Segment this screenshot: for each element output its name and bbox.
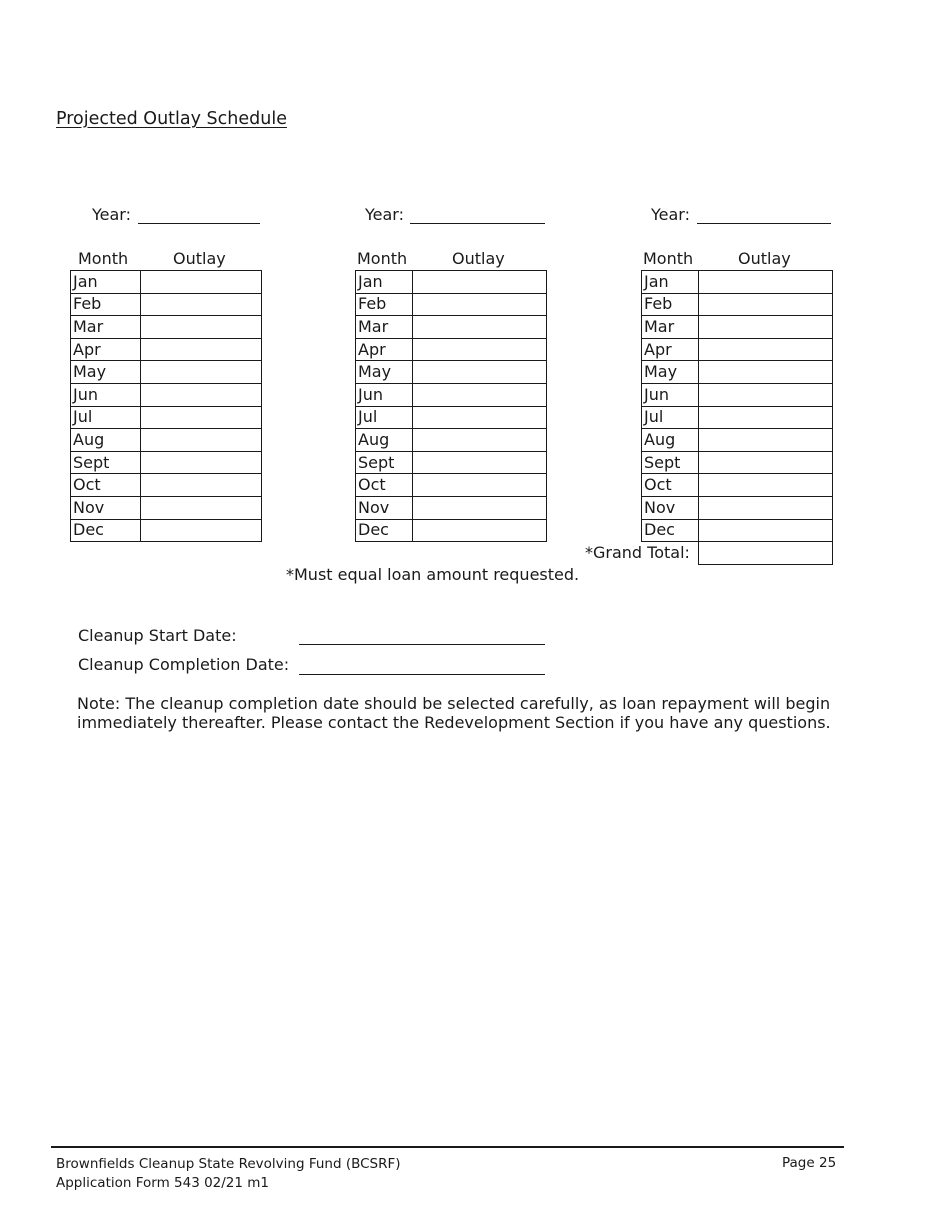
table-row [642, 338, 833, 361]
outlay-input[interactable] [141, 361, 262, 384]
month-cell: May [642, 361, 699, 384]
outlay-input[interactable] [699, 451, 833, 474]
table-row [642, 383, 833, 406]
outlay-input[interactable] [699, 316, 833, 339]
cleanup-start-input[interactable] [299, 644, 545, 645]
outlay-input[interactable] [413, 519, 547, 542]
year-input-3[interactable] [697, 223, 831, 224]
outlay-table-1 [70, 270, 262, 542]
outlay-input[interactable] [413, 406, 547, 429]
month-cell: Mar [356, 316, 413, 339]
outlay-header-3: Outlay [738, 249, 791, 268]
table-row [356, 293, 547, 316]
cleanup-start-label: Cleanup Start Date: [78, 626, 237, 645]
month-cell: Aug [642, 429, 699, 452]
table-row [642, 406, 833, 429]
month-cell: Sept [356, 451, 413, 474]
month-header-1: Month [78, 249, 129, 268]
table-row [356, 338, 547, 361]
outlay-table-2 [355, 270, 547, 542]
month-cell: Jan [356, 271, 413, 294]
month-cell: Feb [642, 293, 699, 316]
table-row [356, 361, 547, 384]
table-row [71, 338, 262, 361]
outlay-input[interactable] [699, 271, 833, 294]
month-cell: Nov [71, 496, 141, 519]
month-cell: Mar [71, 316, 141, 339]
table-row [642, 316, 833, 339]
month-cell: Nov [642, 496, 699, 519]
outlay-input[interactable] [699, 293, 833, 316]
month-cell: Jul [71, 406, 141, 429]
month-cell: Nov [356, 496, 413, 519]
outlay-input[interactable] [699, 474, 833, 497]
outlay-input[interactable] [413, 361, 547, 384]
table-row [356, 519, 547, 542]
table-row [71, 519, 262, 542]
outlay-input[interactable] [141, 474, 262, 497]
outlay-input[interactable] [413, 496, 547, 519]
month-cell: Oct [356, 474, 413, 497]
year-input-1[interactable] [138, 223, 260, 224]
outlay-input[interactable] [699, 361, 833, 384]
outlay-input[interactable] [413, 338, 547, 361]
month-header-3: Month [643, 249, 694, 268]
month-header-2: Month [357, 249, 408, 268]
year-input-2[interactable] [410, 223, 545, 224]
table-row [71, 496, 262, 519]
table-row [356, 406, 547, 429]
page-number: Page 25 [782, 1155, 837, 1171]
outlay-input[interactable] [141, 316, 262, 339]
month-cell: Jan [642, 271, 699, 294]
outlay-input[interactable] [141, 383, 262, 406]
footer-fund-name: Brownfields Cleanup State Revolving Fund (BCSRF) [56, 1156, 401, 1172]
month-cell: Jul [642, 406, 699, 429]
outlay-input[interactable] [141, 496, 262, 519]
table-row [71, 271, 262, 294]
table-row [642, 429, 833, 452]
table-row [356, 496, 547, 519]
table-row [71, 361, 262, 384]
month-cell: Feb [356, 293, 413, 316]
month-cell: Sept [642, 451, 699, 474]
outlay-input[interactable] [699, 383, 833, 406]
outlay-input[interactable] [141, 429, 262, 452]
table-row [642, 361, 833, 384]
table-row [71, 451, 262, 474]
outlay-input[interactable] [141, 406, 262, 429]
month-cell: May [71, 361, 141, 384]
table-row [642, 474, 833, 497]
month-cell: Apr [71, 338, 141, 361]
month-cell: Apr [642, 338, 699, 361]
outlay-input[interactable] [141, 293, 262, 316]
outlay-input[interactable] [413, 474, 547, 497]
table-row [71, 316, 262, 339]
month-cell: Jan [71, 271, 141, 294]
month-cell: Dec [356, 519, 413, 542]
outlay-input[interactable] [699, 406, 833, 429]
month-cell: May [356, 361, 413, 384]
table-row [71, 406, 262, 429]
outlay-input[interactable] [413, 316, 547, 339]
outlay-input[interactable] [141, 271, 262, 294]
month-cell: Dec [71, 519, 141, 542]
outlay-input[interactable] [699, 496, 833, 519]
outlay-input[interactable] [699, 338, 833, 361]
outlay-input[interactable] [141, 519, 262, 542]
footer-form-number: Application Form 543 02/21 m1 [56, 1175, 270, 1191]
outlay-input[interactable] [413, 271, 547, 294]
month-cell: Apr [356, 338, 413, 361]
cleanup-completion-label: Cleanup Completion Date: [78, 655, 290, 674]
month-cell: Oct [642, 474, 699, 497]
table-row [71, 293, 262, 316]
month-cell: Mar [642, 316, 699, 339]
must-equal-note: *Must equal loan amount requested. [286, 565, 580, 584]
outlay-input[interactable] [413, 451, 547, 474]
month-cell: Dec [642, 519, 699, 542]
grand-total-input[interactable] [698, 541, 833, 565]
month-cell: Jun [356, 383, 413, 406]
table-row [642, 496, 833, 519]
table-row [71, 383, 262, 406]
outlay-input[interactable] [141, 451, 262, 474]
outlay-header-1: Outlay [173, 249, 226, 268]
month-cell: Jun [71, 383, 141, 406]
note-paragraph: Note: The cleanup completion date should be selected carefully, as loan repayment will begin immediately thereafter. Please contact the Redevelopment Section if you have any questions. [77, 694, 831, 732]
month-cell: Sept [71, 451, 141, 474]
table-row [71, 474, 262, 497]
outlay-input[interactable] [699, 429, 833, 452]
outlay-header-2: Outlay [452, 249, 505, 268]
month-cell: Jul [356, 406, 413, 429]
grand-total-label: *Grand Total: [585, 543, 690, 562]
outlay-input[interactable] [141, 338, 262, 361]
outlay-table-3 [641, 270, 833, 542]
table-row [642, 293, 833, 316]
month-cell: Oct [71, 474, 141, 497]
table-row [356, 451, 547, 474]
outlay-input[interactable] [413, 293, 547, 316]
table-row [642, 519, 833, 542]
footer-divider [51, 1146, 844, 1148]
table-row [356, 474, 547, 497]
month-cell: Jun [642, 383, 699, 406]
month-cell: Aug [71, 429, 141, 452]
outlay-input[interactable] [413, 429, 547, 452]
table-row [642, 271, 833, 294]
month-cell: Aug [356, 429, 413, 452]
year-label-1: Year: [92, 205, 131, 224]
outlay-input[interactable] [413, 383, 547, 406]
year-label-3: Year: [651, 205, 690, 224]
table-row [642, 451, 833, 474]
year-label-2: Year: [365, 205, 404, 224]
month-cell: Feb [71, 293, 141, 316]
outlay-input[interactable] [699, 519, 833, 542]
table-row [71, 429, 262, 452]
table-row [356, 316, 547, 339]
page-title: Projected Outlay Schedule [56, 109, 287, 129]
cleanup-completion-input[interactable] [299, 674, 545, 675]
table-row [356, 271, 547, 294]
table-row [356, 383, 547, 406]
table-row [356, 429, 547, 452]
